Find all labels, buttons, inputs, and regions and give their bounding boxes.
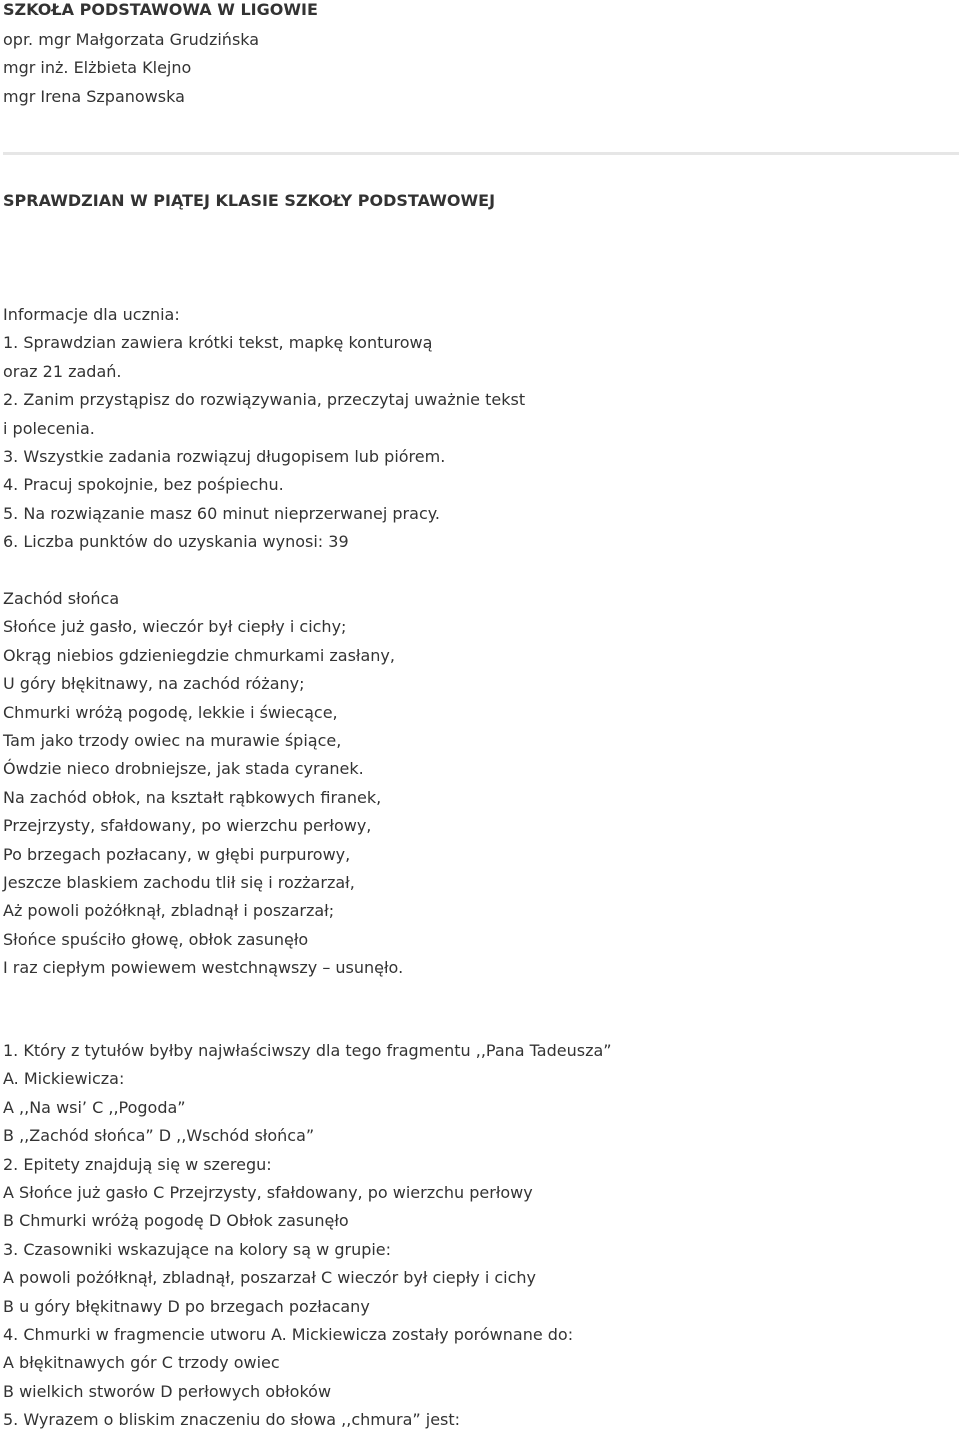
poem-title: Zachód słońca bbox=[3, 589, 120, 608]
poem-line: Chmurki wróżą pogodę, lekkie i świecące, bbox=[3, 702, 338, 722]
header-divider bbox=[3, 152, 959, 155]
poem-line: U góry błękitnawy, na zachód różany; bbox=[3, 674, 305, 694]
info-line: 6. Liczba punktów do uzyskania wynosi: 39 bbox=[3, 532, 349, 552]
poem-line: Jeszcze blaskiem zachodu tlił się i rozżarzał, bbox=[3, 872, 355, 892]
poem-line: Aż powoli pożółknął, zbladnął i poszarzał; bbox=[3, 901, 335, 921]
answer-line: A Słońce już gasło C Przejrzysty, sfałdowany, po wierzchu perłowy bbox=[3, 1182, 533, 1202]
poem-line: Słońce spuściło głowę, obłok zasunęło bbox=[3, 929, 309, 949]
answer-line: B Chmurki wróżą pogodę D Obłok zasunęło bbox=[3, 1211, 349, 1231]
poem-line: I raz ciepłym powiewem westchnąwszy – usunęło. bbox=[3, 958, 404, 978]
answer-line: A błękitnawych gór C trzody owiec bbox=[3, 1353, 280, 1373]
student-info bbox=[3, 301, 525, 557]
school-name: SZKOŁA PODSTAWOWA W LIGOWIE bbox=[3, 0, 318, 19]
exam-title: SPRAWDZIAN W PIĄTEJ KLASIE SZKOŁY PODSTAWOWEJ bbox=[3, 191, 496, 210]
question-line: A. Mickiewicza: bbox=[3, 1069, 125, 1089]
questions bbox=[3, 1037, 612, 1434]
poem-line: Słońce już gasło, wieczór był ciepły i cichy; bbox=[3, 617, 347, 637]
info-line: 5. Na rozwiązanie masz 60 minut nieprzerwanej pracy. bbox=[3, 503, 441, 523]
poem-line: Tam jako trzody owiec na murawie śpiące, bbox=[3, 730, 342, 750]
info-line: 3. Wszystkie zadania rozwiązuj długopisem lub piórem. bbox=[3, 446, 446, 466]
answer-line: A ,,Na wsi’ C ,,Pogoda” bbox=[3, 1097, 186, 1117]
answer-line: B ,,Zachód słońca” D ,,Wschód słońca” bbox=[3, 1126, 315, 1146]
question-line: 3. Czasowniki wskazujące na kolory są w grupie: bbox=[3, 1239, 392, 1259]
poem bbox=[3, 585, 403, 982]
question-line: 5. Wyrazem o bliskim znaczeniu do słowa ,,chmura” jest: bbox=[3, 1410, 461, 1430]
info-line: 4. Pracuj spokojnie, bez pośpiechu. bbox=[3, 475, 284, 495]
author-line: mgr inż. Elżbieta Klejno bbox=[3, 58, 192, 78]
question-line: 2. Epitety znajdują się w szeregu: bbox=[3, 1154, 272, 1174]
answer-line: A powoli pożółknął, zbladnął, poszarzał C wieczór był ciepły i cichy bbox=[3, 1268, 537, 1288]
question-line: 4. Chmurki w fragmencie utworu A. Mickiewicza zostały porównane do: bbox=[3, 1324, 574, 1344]
poem-line: Okrąg niebios gdzieniegdzie chmurkami zasłany, bbox=[3, 645, 395, 665]
info-line: oraz 21 zadań. bbox=[3, 361, 122, 381]
info-line: 2. Zanim przystąpisz do rozwiązywania, przeczytaj uważnie tekst bbox=[3, 390, 526, 410]
answer-line: B wielkich stworów D perłowych obłoków bbox=[3, 1381, 332, 1401]
authors-list bbox=[3, 26, 259, 111]
poem-line: Po brzegach pozłacany, w głębi purpurowy, bbox=[3, 844, 351, 864]
info-line: 1. Sprawdzian zawiera krótki tekst, mapkę konturową bbox=[3, 333, 433, 353]
info-heading: Informacje dla ucznia: bbox=[3, 305, 180, 324]
poem-line: Ówdzie nieco drobniejsze, jak stada cyranek. bbox=[3, 759, 364, 779]
poem-line: Na zachód obłok, na kształt rąbkowych firanek, bbox=[3, 787, 382, 807]
poem-line: Przejrzysty, sfałdowany, po wierzchu perłowy, bbox=[3, 816, 372, 836]
author-line: mgr Irena Szpanowska bbox=[3, 86, 185, 106]
info-line: i polecenia. bbox=[3, 418, 95, 438]
question-line: 1. Który z tytułów byłby najwłaściwszy dla tego fragmentu ,,Pana Tadeusza” bbox=[3, 1041, 612, 1060]
author-line: opr. mgr Małgorzata Grudzińska bbox=[3, 30, 260, 49]
answer-line: B u góry błękitnawy D po brzegach pozłacany bbox=[3, 1296, 370, 1316]
